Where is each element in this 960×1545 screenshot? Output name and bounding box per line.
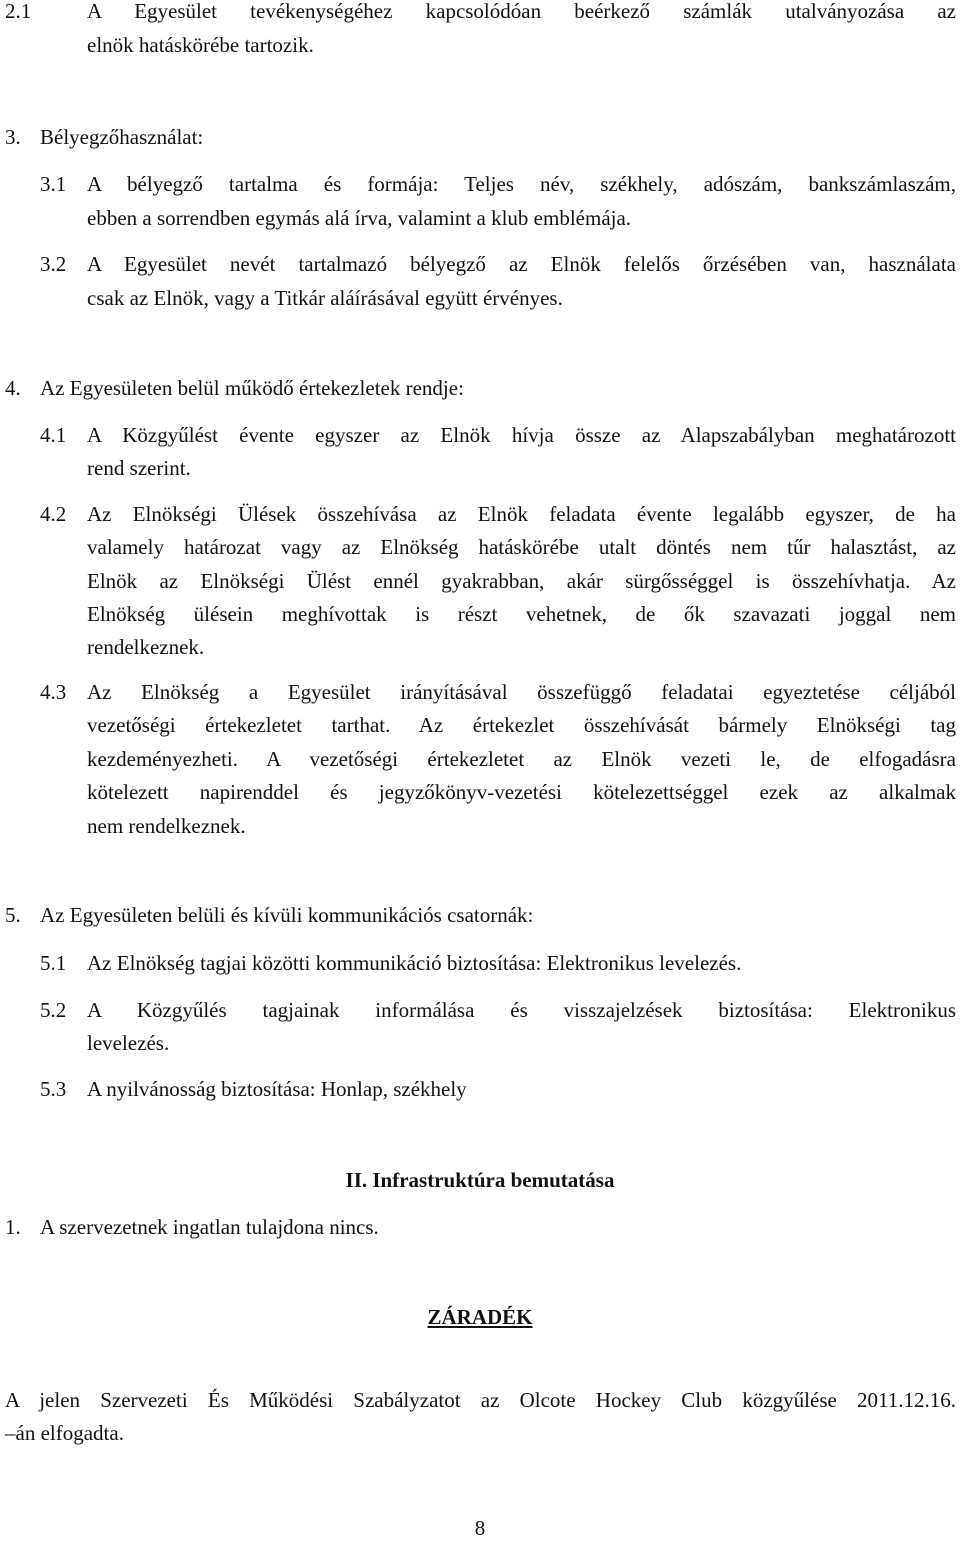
item-5-3-number: 5.3: [40, 1077, 67, 1101]
item-4-2-line-2: valamely határozat vagy az Elnökség hatáskörébe utalt döntés nem tűr halasztást, az: [87, 535, 956, 559]
item-4-3-line-5: nem rendelkeznek.: [87, 814, 246, 838]
item-4-3-line-4: kötelezett napirenddel és jegyzőkönyv-vezetési kötelezettséggel ezek az alkalmak: [87, 780, 956, 804]
item-5-1-line-1: Az Elnökség tagjai közötti kommunikáció biztosítása: Elektronikus levelezés.: [87, 951, 742, 975]
zaradek-line-2: –án elfogadta.: [5, 1421, 124, 1445]
item-2-1-number: 2.1: [5, 0, 32, 23]
item-5-2-line-2: levelezés.: [87, 1031, 170, 1055]
item-4-heading: Az Egyesületen belül működő értekezletek rendje:: [40, 376, 464, 400]
item-4-1-number: 4.1: [40, 423, 67, 447]
item-3-1-line-2: ebben a sorrendben egymás alá írva, valamint a klub emblémája.: [87, 206, 632, 230]
item-4-3-number: 4.3: [40, 680, 67, 704]
item-5-heading: Az Egyesületen belüli és kívüli kommunikációs csatornák:: [40, 903, 534, 927]
page-number: 8: [474, 1516, 486, 1540]
item-4-2-line-4: Elnökség ülésein meghívottak is részt vehetnek, de ők szavazati joggal nem: [87, 602, 956, 626]
section-ii-item-1-number: 1.: [5, 1215, 21, 1239]
item-4-1-line-2: rend szerint.: [87, 456, 191, 480]
item-3-1-number: 3.1: [40, 172, 67, 196]
zaradek-line-1: A jelen Szervezeti És Működési Szabályzatot az Olcote Hockey Club közgyűlése 2011.12.16.: [5, 1388, 956, 1412]
item-4-3-line-1: Az Elnökség a Egyesület irányításával összefüggő feladatai egyeztetése céljából: [87, 680, 956, 704]
item-5-number: 5.: [5, 903, 21, 927]
item-4-2-line-5: rendelkeznek.: [87, 635, 205, 659]
item-4-3-line-3: kezdeményezheti. A vezetőségi értekezletet az Elnök vezeti le, de elfogadásra: [87, 747, 956, 771]
item-3-number: 3.: [5, 125, 21, 149]
item-4-2-number: 4.2: [40, 502, 67, 526]
item-3-2-line-2: csak az Elnök, vagy a Titkár aláírásával együtt érvényes.: [87, 286, 563, 310]
item-3-2-number: 3.2: [40, 252, 67, 276]
item-3-heading: Bélyegzőhasználat:: [40, 125, 204, 149]
item-4-3-line-2: vezetőségi értekezletet tarthat. Az értekezlet összehívását bármely Elnökségi tag: [87, 713, 956, 737]
item-4-2-line-3: Elnök az Elnökségi Ülést ennél gyakrabban, akár sürgősséggel is összehívhatja. Az: [87, 569, 956, 593]
item-3-1-line-1: A bélyegző tartalma és formája: Teljes név, székhely, adószám, bankszámlaszám,: [87, 172, 956, 196]
item-5-1-number: 5.1: [40, 951, 67, 975]
item-5-2-number: 5.2: [40, 998, 67, 1022]
section-ii-title: II. Infrastruktúra bemutatása: [345, 1168, 615, 1192]
item-2-1-line-2: elnök hatáskörébe tartozik.: [87, 33, 314, 57]
item-2-1-line-1: A Egyesület tevékenységéhez kapcsolódóan beérkező számlák utalványozása az: [87, 0, 956, 23]
item-3-2-line-1: A Egyesület nevét tartalmazó bélyegző az Elnök felelős őrzésében van, használata: [87, 252, 956, 276]
item-5-2-line-1: A Közgyűlés tagjainak informálása és visszajelzések biztosítása: Elektronikus: [87, 998, 956, 1022]
item-5-3-line-1: A nyilvánosság biztosítása: Honlap, székhely: [87, 1077, 467, 1101]
item-4-number: 4.: [5, 376, 21, 400]
zaradek-title-text: ZÁRADÉK: [427, 1305, 533, 1329]
item-4-1-line-1: A Közgyűlést évente egyszer az Elnök hívja össze az Alapszabályban meghatározott: [87, 423, 956, 447]
section-ii-item-1-text: A szervezetnek ingatlan tulajdona nincs.: [40, 1215, 379, 1239]
zaradek-title: [0, 1300, 960, 1334]
item-4-2-line-1: Az Elnökségi Ülések összehívása az Elnök feladata évente legalább egyszer, de ha: [87, 502, 956, 526]
